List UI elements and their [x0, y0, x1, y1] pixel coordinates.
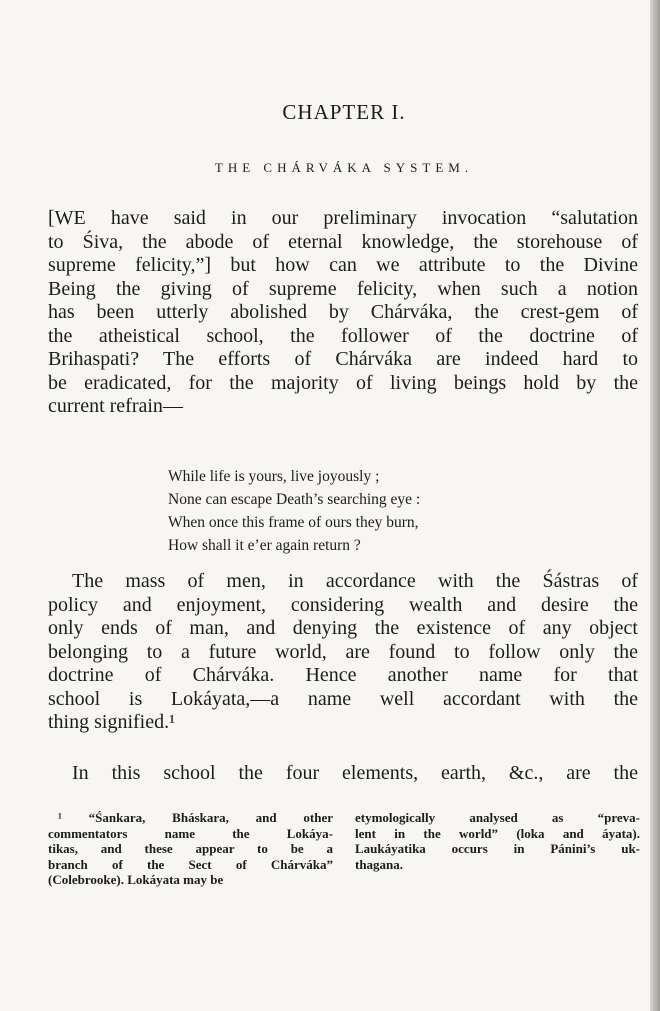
book-spine-shadow [650, 0, 660, 1011]
chapter-heading: CHAPTER I. [282, 100, 406, 124]
footnote-column-left [48, 810, 333, 888]
text-line: current refrain— [48, 395, 183, 417]
footnote-line: lent in the world” (loka and áyata). [355, 825, 640, 841]
text-line: Brihaspati? The efforts of Chárváka are indeed hard to [48, 348, 638, 370]
verse-line: How shall it e’er again return ? [168, 537, 361, 554]
footnotes [48, 810, 640, 888]
text-line: Being the giving of supreme felicity, when such a notion [48, 277, 638, 300]
section-heading: THE CHÁRVÁKA SYSTEM. [214, 160, 474, 175]
verse-line: When once this frame of ours they burn, [168, 514, 419, 531]
footnote-line: ¹ “Śankara, Bháskara, and other [58, 810, 333, 825]
text-line: [WE have said in our preliminary invocation “salutation [48, 207, 638, 229]
footnote-line: etymologically analysed as “preva- [355, 810, 640, 825]
text-line: doctrine of Chárváka. Hence another name for that [48, 664, 638, 686]
footnote-line: (Colebrooke). Lokáyata may be [48, 872, 224, 887]
footnote-line: tikas, and these appear to be a [48, 841, 333, 856]
footnote-line: Laukáyatika occurs in Pánini’s uk- [355, 841, 640, 856]
text-line: policy and enjoyment, considering wealth and desire the [48, 593, 638, 616]
text-line: belonging to a future world, are found to follow only the [48, 640, 638, 663]
verse-line: None can escape Death’s searching eye : [168, 491, 421, 508]
paragraph-3 [48, 762, 638, 786]
text-line: the atheistical school, the follower of the doctrine of [48, 324, 638, 347]
paragraph-1 [48, 207, 638, 419]
text-line: has been utterly abolished by Chárváka, the crest-gem of [48, 301, 638, 323]
text-line: to Śiva, the abode of eternal knowledge, the storehouse of [48, 230, 638, 253]
paragraph-2 [48, 570, 638, 735]
footnote-line: thagana. [355, 856, 404, 872]
text-line: only ends of man, and denying the existence of any object [48, 617, 638, 639]
verse-line: While life is yours, live joyously ; [168, 468, 380, 485]
footnote-column-right [355, 810, 640, 888]
text-line: In this school the four elements, earth, &c., are the [72, 762, 638, 784]
footnote-line: branch of the Sect of Chárváka” [48, 856, 333, 872]
text-line: The mass of men, in accordance with the Śástras of [72, 570, 638, 592]
verse-quotation [168, 465, 588, 557]
footnote-line: commentators name the Lokáya- [48, 825, 333, 841]
text-line: supreme felicity,”] but how can we attribute to the Divine [48, 254, 638, 276]
text-line: thing signified.¹ [48, 711, 176, 733]
text-line: school is Lokáyata,—a name well accordant with the [48, 687, 638, 710]
text-line: be eradicated, for the majority of living beings hold by the [48, 371, 638, 394]
